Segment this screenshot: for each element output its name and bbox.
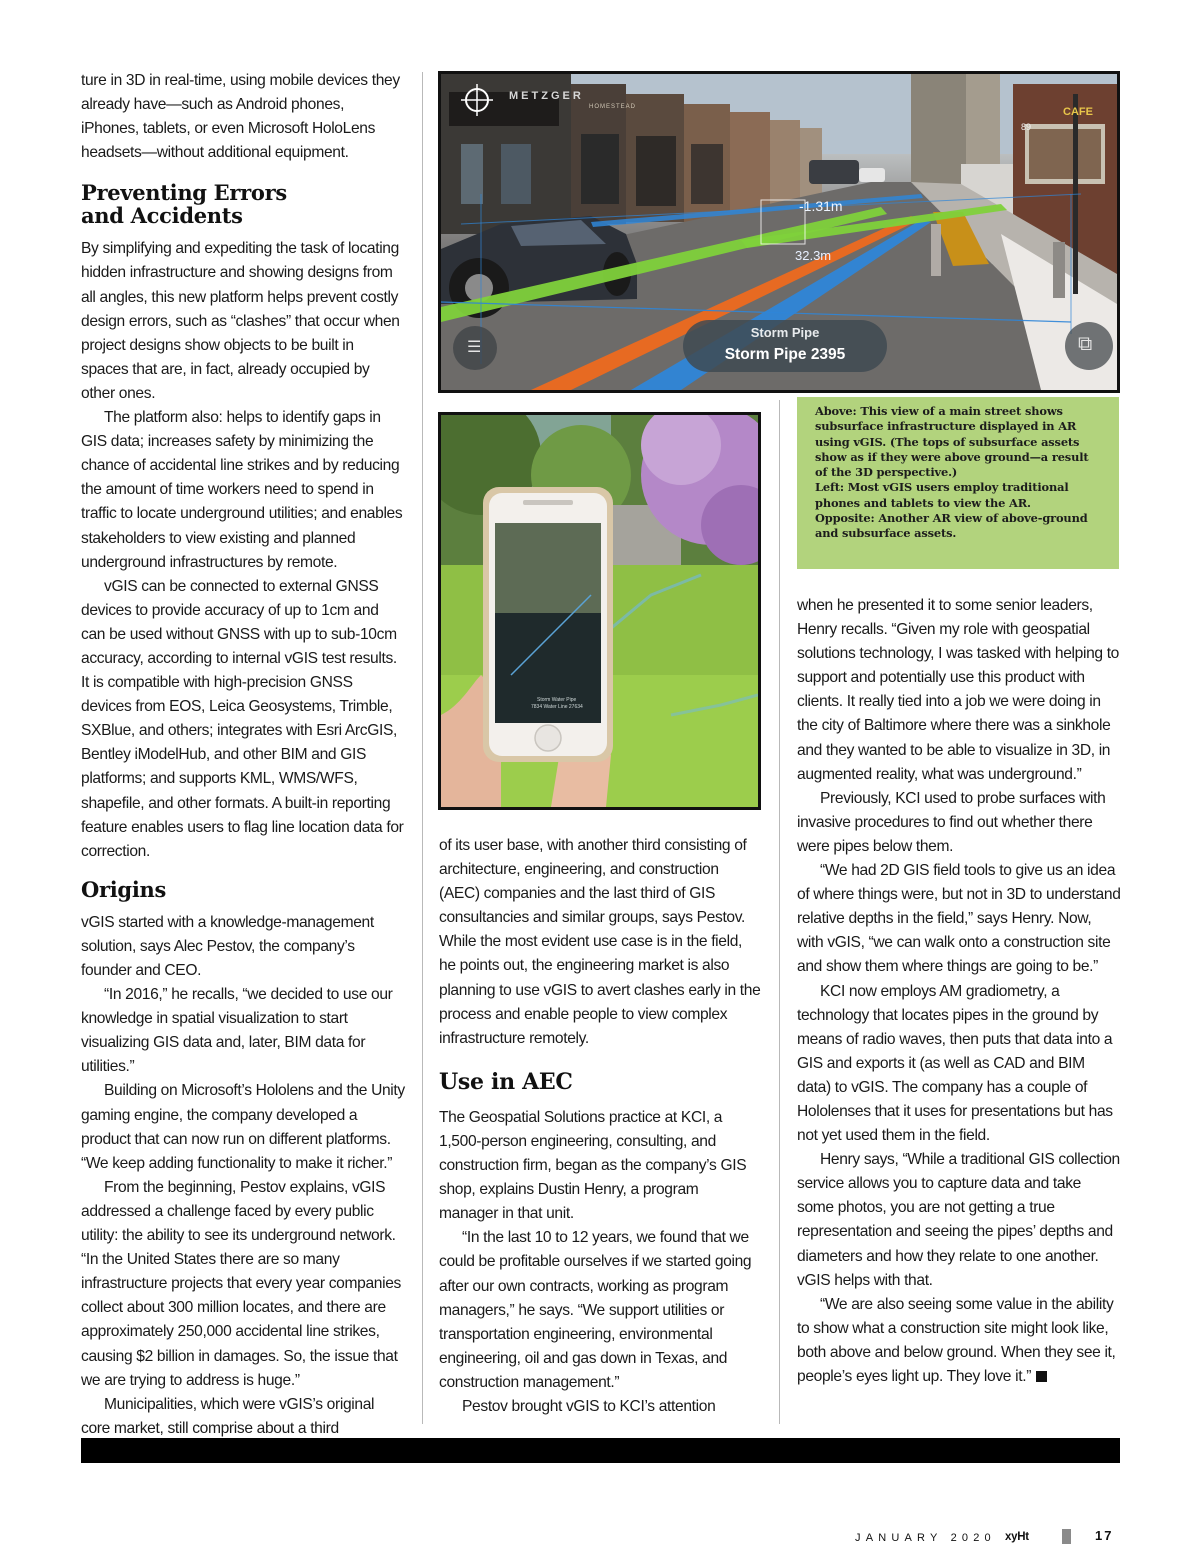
article-column-3: [797, 594, 1121, 1389]
cafe-sign: CAFE: [1063, 106, 1093, 118]
body-paragraph: ture in 3D in real-time, using mobile devices they already have—such as Android phones, iPhones, tablets, or even Microsoft HoloLens headsets—without additional equipment.: [81, 72, 400, 162]
body-paragraph: “We had 2D GIS field tools to give us an idea of where things were, but not in 3D to understand relative depths in the field,” says Henry. Now, with vGIS, “we can walk onto a construction site and show them where things are going to be.”: [797, 862, 1121, 976]
page-folio: [855, 1530, 1120, 1550]
section-heading-origins: Origins: [81, 876, 166, 902]
body-paragraph: Pestov brought vGIS to KCI’s attention: [462, 1397, 716, 1415]
column-divider: [779, 400, 780, 1424]
caption-opposite: Opposite: Another AR view of above-ground and subsurface assets.: [815, 511, 1088, 541]
phone-ar-label: Storm Water Pipe: [537, 697, 577, 703]
issue-date: JANUARY 2020: [855, 1532, 996, 1544]
asset-name-label[interactable]: Storm Pipe 2395: [724, 346, 846, 363]
last-paragraph-text: “We are also seeing some value in the ability to show what a construction site might look like, both above and below ground. When they see it, people’s eyes light up. They love it.”: [797, 1295, 1116, 1385]
article-column-2: [439, 834, 761, 1419]
body-paragraph: Previously, KCI used to probe surfaces with invasive procedures to find out whether there were pipes below them.: [797, 789, 1106, 855]
caption-left: Left: Most vGIS users employ traditional phones and tablets to view the AR.: [815, 480, 1069, 510]
address-number: 89: [1021, 122, 1032, 132]
phone-ar-scene: [441, 415, 758, 807]
section-heading-use-in-aec: Use in AEC: [439, 1068, 573, 1095]
distance-readout: 32.3m: [795, 248, 832, 263]
store-sign: HOMESTEAD: [589, 104, 637, 110]
body-paragraph: when he presented it to some senior leaders, Henry recalls. “Given my role with geospatial solutions technology, I was tasked with helping to support and potentially use this product with clients. It really tied into a job we were doing in the city of Baltimore where there was a sinkhole and they wanted to be able to visualize in 3D, in augmented reality, what was underground.”: [797, 597, 1120, 783]
phone-ar-photo: [438, 412, 761, 810]
body-paragraph: KCI now employs AM gradiometry, a technology that locates pipes in the ground by means of radio waves, then puts that data into a GIS and exports it (as well as CAD and BIM data) to vGIS. The company has a couple of Hololenses that it uses for presentations but has not yet used them in the field.: [797, 982, 1113, 1145]
map-book-icon[interactable]: ⧉: [1078, 333, 1093, 355]
end-of-article-mark: [1036, 1371, 1047, 1382]
article-column-1: [81, 69, 405, 1441]
caption-above: Above: This view of a main street shows subsurface infrastructure displayed in AR using vGIS. (The tops of subsurface assets show as if they were above ground—a result of the 3D perspective.): [815, 404, 1089, 480]
depth-readout: -1.31m: [799, 198, 843, 214]
body-paragraph: Building on Microsoft’s Hololens and the Unity gaming engine, the company developed a product that can now run on different platforms. “We keep adding functionality to make it richer.”: [81, 1082, 405, 1172]
ar-street-photo: [438, 71, 1120, 393]
body-paragraph: of its user base, with another third consisting of architecture, engineering, and construction (AEC) companies and the last third of GIS consultancies and similar groups, says Pestov. While the most evident use case is in the field, he points out, the engineering market is also planning to use vGIS to avert clashes early in the process and enable people to view complex infrastructure remotely.: [439, 837, 761, 1047]
store-sign: METZGER: [509, 90, 584, 102]
body-paragraph: Municipalities, which were vGIS’s original core market, still comprise about a third: [81, 1395, 375, 1437]
body-paragraph: “In the last 10 to 12 years, we found that we could be profitable ourselves if we started going after our own contracts, working as program managers,” he says. “We support utilities or transportation engineering, environmental engineering, oil and gas down in Texas, and construction management.”: [439, 1229, 752, 1391]
body-paragraph: Henry says, “While a traditional GIS collection service allows you to capture data and take some photos, you are not getting a true representation and seeing the pipes’ depths and diameters and how they relate to one another. vGIS helps with that.: [797, 1151, 1120, 1289]
heading-line-1: Preventing Errors: [81, 180, 287, 206]
magazine-brand: xyHt: [1005, 1531, 1029, 1543]
body-paragraph: vGIS started with a knowledge-management solution, says Alec Pestov, the company’s founder and CEO.: [81, 913, 374, 979]
hamburger-menu-icon[interactable]: ☰: [467, 339, 482, 356]
asset-type-label: Storm Pipe: [750, 325, 820, 340]
body-paragraph: By simplifying and expediting the task of locating hidden infrastructure and showing designs from all angles, this new platform helps prevent costly design errors, such as “clashes” that occur when project designs show objects to be built in spaces that are, in fact, already occupied by other ones.: [81, 240, 400, 402]
section-heading-preventing-errors: [81, 181, 405, 227]
body-paragraph: vGIS can be connected to external GNSS devices to provide accuracy of up to 1cm and can be used without GNSS with up to sub-10cm accuracy, according to internal vGIS test results. It is compatible with high-precision GNSS devices from EOS, Leica Geosystems, Trimble, SXBlue, and others; integrates with Esri ArcGIS, Bentley iModelHub, and other BIM and GIS platforms; and supports KML, WMS/WFS, shapefile, and other formats. A built-in reporting feature enables users to flag line location data for correction.: [81, 577, 404, 860]
photo-caption: [797, 397, 1119, 569]
body-paragraph-last: [797, 1293, 1121, 1389]
body-paragraph: From the beginning, Pestov explains, vGIS addressed a challenge faced by every public utility: the ability to see its underground network. “In the United States there are so many infrastructure projects that every year companies collect about 300 million locates, and there are approximately 250,000 accidental line strikes, causing $2 billion in damages. So, the issue that we are trying to address is huge.”: [81, 1178, 401, 1389]
column-divider: [422, 72, 423, 1424]
footer-bar: [81, 1438, 1120, 1463]
body-paragraph: The platform also: helps to identify gaps in GIS data; increases safety by minimizing the chance of accidental line strikes and by reducing the amount of time workers need to spend in traffic to locate underground utilities; and enables stakeholders to view existing and planned underground infrastructures by remote.: [81, 409, 403, 571]
body-paragraph: The Geospatial Solutions practice at KCI, a 1,500-person engineering, consulting, and construction firm, began as the company’s GIS shop, explains Dustin Henry, a program manager in that unit.: [439, 1108, 747, 1223]
folio-divider: [1062, 1529, 1071, 1544]
heading-line-2: and Accidents: [81, 203, 243, 229]
page-number: 17: [1095, 1528, 1114, 1543]
phone-ar-label: 7834 Water Line 27634: [531, 704, 583, 710]
ar-street-scene: [441, 74, 1117, 390]
body-paragraph: “In 2016,” he recalls, “we decided to use our knowledge in spatial visualization to start visualizing GIS data and, later, BIM data for utilities.”: [81, 986, 393, 1076]
